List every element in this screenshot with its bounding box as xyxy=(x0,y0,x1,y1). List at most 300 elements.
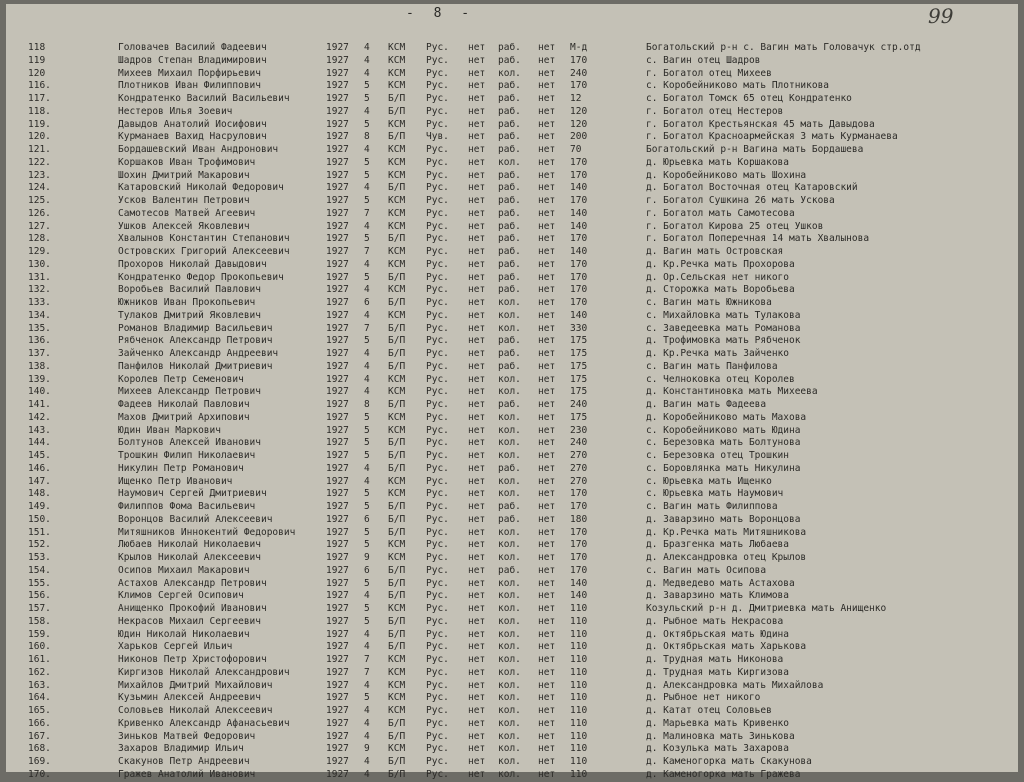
fitness-height: 170 xyxy=(570,552,588,563)
nationality: Рус. xyxy=(426,207,449,219)
nationality: Рус. xyxy=(426,462,449,474)
person-name: Шохин Дмитрий Макарович xyxy=(118,169,250,181)
residence-and-relatives: с. Челноковка отец Королев xyxy=(646,373,795,385)
residence-and-relatives: д. Александровка отец Крылов xyxy=(646,552,807,563)
defects: нет xyxy=(538,564,556,576)
table-row xyxy=(6,565,1018,578)
residence-and-relatives: д. Рыбное мать Некрасова xyxy=(646,615,784,627)
social-status: раб. xyxy=(498,271,521,283)
birth-year: 1927 xyxy=(326,552,349,563)
fitness-height: 140 xyxy=(570,207,588,219)
residence-and-relatives: с. Богатол Томск 65 отец Кондратенко xyxy=(646,93,852,104)
party-affiliation: Б/П xyxy=(388,756,406,767)
party-affiliation: КСМ xyxy=(388,475,406,487)
nationality: Рус. xyxy=(426,501,449,512)
social-status: раб. xyxy=(498,80,521,92)
nationality: Рус. xyxy=(426,54,449,66)
nationality: Рус. xyxy=(426,692,449,704)
social-status: раб. xyxy=(498,54,521,66)
fitness-height: 170 xyxy=(570,297,588,308)
defects: нет xyxy=(538,386,556,398)
defects: нет xyxy=(538,615,556,627)
defects: нет xyxy=(538,679,556,691)
defects: нет xyxy=(538,475,556,487)
row-number: 139. xyxy=(28,373,51,385)
nationality: Рус. xyxy=(426,335,449,347)
person-name: Шадров Степан Владимирович xyxy=(118,54,267,66)
party-affiliation: Б/П xyxy=(388,628,406,640)
party-affiliation: Б/П xyxy=(388,297,406,308)
fitness-height: 12 xyxy=(570,93,582,104)
party-affiliation: КСМ xyxy=(388,67,406,79)
social-status: раб. xyxy=(498,258,521,270)
table-row xyxy=(6,412,1018,425)
table-row xyxy=(6,106,1018,119)
birth-year: 1927 xyxy=(326,488,349,500)
defects: нет xyxy=(538,501,556,512)
table-row xyxy=(6,310,1018,323)
social-status: кол. xyxy=(498,373,521,385)
criminal-record: нет xyxy=(468,297,486,308)
residence-and-relatives: г. Богатол отец Михеев xyxy=(646,67,772,79)
nationality: Рус. xyxy=(426,628,449,640)
table-row xyxy=(6,514,1018,527)
birth-year: 1927 xyxy=(326,322,349,334)
criminal-record: нет xyxy=(468,144,486,155)
residence-and-relatives: Богатольский р-н Вагина мать Бордашева xyxy=(646,144,864,155)
defects: нет xyxy=(538,233,556,245)
table-row xyxy=(6,348,1018,361)
defects: нет xyxy=(538,399,556,410)
nationality: Рус. xyxy=(426,360,449,372)
criminal-record: нет xyxy=(468,182,486,194)
residence-and-relatives: д. Вагин мать Островская xyxy=(646,246,784,257)
party-affiliation: КСМ xyxy=(388,705,406,716)
residence-and-relatives: Богатольский р-н с. Вагин мать Головачук стр.отд xyxy=(646,42,921,53)
person-name: Фадеев Николай Павлович xyxy=(118,399,250,410)
table-row xyxy=(6,68,1018,81)
birth-year: 1927 xyxy=(326,169,349,181)
education-grade: 7 xyxy=(364,654,370,665)
fitness-height: 110 xyxy=(570,615,588,627)
criminal-record: нет xyxy=(468,590,486,602)
residence-and-relatives: г. Богатол Сушкина 26 мать Ускова xyxy=(646,195,835,206)
row-number: 135. xyxy=(28,322,51,334)
person-name: Митяшников Иннокентий Федорович xyxy=(118,526,296,538)
residence-and-relatives: д. Каменогорка мать Скакунова xyxy=(646,756,812,767)
criminal-record: нет xyxy=(468,348,486,359)
party-affiliation: Б/П xyxy=(388,450,406,461)
row-number: 136. xyxy=(28,335,51,347)
social-status: кол. xyxy=(498,526,521,538)
defects: нет xyxy=(538,54,556,66)
criminal-record: нет xyxy=(468,730,486,742)
fitness-height: 270 xyxy=(570,462,588,474)
criminal-record: нет xyxy=(468,335,486,347)
fitness-height: 170 xyxy=(570,169,588,181)
fitness-height: 140 xyxy=(570,246,588,257)
person-name: Кондратенко Василий Васильевич xyxy=(118,93,290,104)
birth-year: 1927 xyxy=(326,450,349,461)
education-grade: 5 xyxy=(364,615,370,627)
nationality: Рус. xyxy=(426,475,449,487)
education-grade: 4 xyxy=(364,462,370,474)
table-row xyxy=(6,590,1018,603)
person-name: Соловьев Николай Алексеевич xyxy=(118,705,273,716)
education-grade: 5 xyxy=(364,233,370,245)
table-row xyxy=(6,705,1018,718)
fitness-height: 110 xyxy=(570,717,588,729)
table-row xyxy=(6,552,1018,565)
birth-year: 1927 xyxy=(326,501,349,512)
social-status: кол. xyxy=(498,552,521,563)
residence-and-relatives: с. Березовка отец Трошкин xyxy=(646,450,789,461)
residence-and-relatives: д. Заварзино мать Воронцова xyxy=(646,513,801,525)
residence-and-relatives: д. Юрьевка мать Коршакова xyxy=(646,156,789,168)
residence-and-relatives: с. Вагин мать Южникова xyxy=(646,297,772,308)
education-grade: 5 xyxy=(364,424,370,436)
person-name: Нестеров Илья Зоевич xyxy=(118,105,233,117)
table-row xyxy=(6,284,1018,297)
criminal-record: нет xyxy=(468,80,486,92)
row-number: 142. xyxy=(28,411,51,423)
person-name: Михеев Михаил Порфирьевич xyxy=(118,67,261,79)
birth-year: 1927 xyxy=(326,144,349,155)
criminal-record: нет xyxy=(468,717,486,729)
social-status: кол. xyxy=(498,692,521,704)
defects: нет xyxy=(538,692,556,704)
residence-and-relatives: д. Заварзино мать Климова xyxy=(646,590,789,602)
birth-year: 1927 xyxy=(326,182,349,194)
person-name: Астахов Александр Петрович xyxy=(118,577,267,589)
person-name: Михайлов Дмитрий Михайлович xyxy=(118,679,273,691)
defects: нет xyxy=(538,705,556,716)
nationality: Рус. xyxy=(426,284,449,296)
education-grade: 4 xyxy=(364,705,370,716)
social-status: кол. xyxy=(498,450,521,461)
education-grade: 4 xyxy=(364,348,370,359)
criminal-record: нет xyxy=(468,552,486,563)
fitness-height: 170 xyxy=(570,488,588,500)
fitness-height: 180 xyxy=(570,513,588,525)
nationality: Рус. xyxy=(426,450,449,461)
social-status: раб. xyxy=(498,195,521,206)
party-affiliation: Б/П xyxy=(388,399,406,410)
person-name: Ушков Алексей Яковлевич xyxy=(118,220,250,232)
party-affiliation: Б/П xyxy=(388,501,406,512)
education-grade: 5 xyxy=(364,539,370,551)
fitness-height: 140 xyxy=(570,577,588,589)
residence-and-relatives: д. Медведево мать Астахова xyxy=(646,577,795,589)
criminal-record: нет xyxy=(468,246,486,257)
nationality: Рус. xyxy=(426,641,449,653)
nationality: Рус. xyxy=(426,42,449,53)
residence-and-relatives: с. Юрьевка мать Наумович xyxy=(646,488,784,500)
row-number: 118 xyxy=(28,42,46,53)
party-affiliation: Б/П xyxy=(388,322,406,334)
row-number: 118. xyxy=(28,105,51,117)
nationality: Рус. xyxy=(426,348,449,359)
criminal-record: нет xyxy=(468,284,486,296)
person-name: Никонов Петр Христофорович xyxy=(118,654,267,665)
table-row xyxy=(6,641,1018,654)
residence-and-relatives: г. Богатол Кирова 25 отец Ушков xyxy=(646,220,824,232)
nationality: Рус. xyxy=(426,590,449,602)
party-affiliation: КСМ xyxy=(388,411,406,423)
birth-year: 1927 xyxy=(326,564,349,576)
defects: нет xyxy=(538,411,556,423)
table-row xyxy=(6,476,1018,489)
fitness-height: 240 xyxy=(570,399,588,410)
birth-year: 1927 xyxy=(326,131,349,143)
fitness-height: 110 xyxy=(570,705,588,716)
fitness-height: 110 xyxy=(570,768,588,780)
social-status: раб. xyxy=(498,105,521,117)
person-name: Анищенко Прокофий Иванович xyxy=(118,603,267,614)
birth-year: 1927 xyxy=(326,399,349,410)
nationality: Рус. xyxy=(426,743,449,755)
person-name: Наумович Сергей Дмитриевич xyxy=(118,488,267,500)
party-affiliation: Б/П xyxy=(388,590,406,602)
social-status: кол. xyxy=(498,768,521,780)
education-grade: 5 xyxy=(364,603,370,614)
person-name: Юдин Николай Николаевич xyxy=(118,628,250,640)
defects: нет xyxy=(538,207,556,219)
row-number: 120. xyxy=(28,131,51,143)
archive-sheet-number: 99 xyxy=(928,4,954,28)
row-number: 119 xyxy=(28,54,46,66)
fitness-height: 140 xyxy=(570,590,588,602)
birth-year: 1927 xyxy=(326,539,349,551)
birth-year: 1927 xyxy=(326,666,349,678)
fitness-height: 170 xyxy=(570,526,588,538)
social-status: кол. xyxy=(498,156,521,168)
fitness-height: 170 xyxy=(570,501,588,512)
person-name: Рябченок Александр Петрович xyxy=(118,335,273,347)
party-affiliation: КСМ xyxy=(388,666,406,678)
table-row xyxy=(6,170,1018,183)
table-row xyxy=(6,756,1018,769)
table-row xyxy=(6,769,1018,782)
person-name: Южников Иван Прокопьевич xyxy=(118,297,256,308)
party-affiliation: КСМ xyxy=(388,54,406,66)
criminal-record: нет xyxy=(468,271,486,283)
party-affiliation: КСМ xyxy=(388,539,406,551)
person-name: Осипов Михаил Макарович xyxy=(118,564,250,576)
birth-year: 1927 xyxy=(326,590,349,602)
defects: нет xyxy=(538,756,556,767)
row-number: 164. xyxy=(28,692,51,704)
table-row xyxy=(6,93,1018,106)
criminal-record: нет xyxy=(468,233,486,245)
criminal-record: нет xyxy=(468,424,486,436)
residence-and-relatives: д. Малиновка мать Зинькова xyxy=(646,730,795,742)
social-status: раб. xyxy=(498,284,521,296)
education-grade: 4 xyxy=(364,258,370,270)
social-status: кол. xyxy=(498,743,521,755)
fitness-height: 170 xyxy=(570,564,588,576)
table-row xyxy=(6,399,1018,412)
residence-and-relatives: д. Рыбное нет никого xyxy=(646,692,761,704)
table-row xyxy=(6,144,1018,157)
residence-and-relatives: Козульский р-н д. Дмитриевка мать Анищенко xyxy=(646,603,887,614)
birth-year: 1927 xyxy=(326,603,349,614)
education-grade: 5 xyxy=(364,335,370,347)
social-status: кол. xyxy=(498,756,521,767)
residence-and-relatives: д. Кр.Речка мать Прохорова xyxy=(646,258,795,270)
fitness-height: 175 xyxy=(570,411,588,423)
party-affiliation: КСМ xyxy=(388,258,406,270)
row-number: 140. xyxy=(28,386,51,398)
fitness-height: 110 xyxy=(570,603,588,614)
nationality: Рус. xyxy=(426,730,449,742)
party-affiliation: КСМ xyxy=(388,156,406,168)
criminal-record: нет xyxy=(468,258,486,270)
criminal-record: нет xyxy=(468,169,486,181)
row-number: 122. xyxy=(28,156,51,168)
row-number: 128. xyxy=(28,233,51,245)
person-name: Бордашевский Иван Андронович xyxy=(118,144,279,155)
fitness-height: 110 xyxy=(570,654,588,665)
education-grade: 9 xyxy=(364,743,370,755)
birth-year: 1927 xyxy=(326,577,349,589)
education-grade: 4 xyxy=(364,386,370,398)
person-name: Трошкин Филип Николаевич xyxy=(118,450,256,461)
person-name: Хвалынов Константин Степанович xyxy=(118,233,290,245)
party-affiliation: Б/П xyxy=(388,360,406,372)
fitness-height: 110 xyxy=(570,692,588,704)
criminal-record: нет xyxy=(468,488,486,500)
defects: нет xyxy=(538,67,556,79)
birth-year: 1927 xyxy=(326,67,349,79)
party-affiliation: КСМ xyxy=(388,169,406,181)
table-row xyxy=(6,119,1018,132)
education-grade: 4 xyxy=(364,360,370,372)
fitness-height: 110 xyxy=(570,756,588,767)
table-row xyxy=(6,386,1018,399)
defects: нет xyxy=(538,144,556,155)
education-grade: 4 xyxy=(364,641,370,653)
residence-and-relatives: с. Вагин мать Панфилова xyxy=(646,360,778,372)
defects: нет xyxy=(538,80,556,92)
party-affiliation: Б/П xyxy=(388,348,406,359)
residence-and-relatives: с. Вагин мать Филиппова xyxy=(646,501,778,512)
row-number: 157. xyxy=(28,603,51,614)
social-status: раб. xyxy=(498,564,521,576)
fitness-height: 240 xyxy=(570,67,588,79)
table-row xyxy=(6,246,1018,259)
party-affiliation: КСМ xyxy=(388,309,406,321)
social-status: кол. xyxy=(498,730,521,742)
criminal-record: нет xyxy=(468,666,486,678)
table-row xyxy=(6,731,1018,744)
criminal-record: нет xyxy=(468,615,486,627)
criminal-record: нет xyxy=(468,705,486,716)
person-name: Крылов Николай Алексеевич xyxy=(118,552,261,563)
defects: нет xyxy=(538,539,556,551)
residence-and-relatives: г. Богатол отец Нестеров xyxy=(646,105,784,117)
education-grade: 4 xyxy=(364,42,370,53)
nationality: Рус. xyxy=(426,105,449,117)
nationality: Рус. xyxy=(426,577,449,589)
residence-and-relatives: с. Березовка мать Болтунова xyxy=(646,437,801,449)
defects: нет xyxy=(538,552,556,563)
social-status: раб. xyxy=(498,42,521,53)
person-name: Тулаков Дмитрий Яковлевич xyxy=(118,309,261,321)
nationality: Рус. xyxy=(426,182,449,194)
table-row xyxy=(6,743,1018,756)
education-grade: 7 xyxy=(364,666,370,678)
birth-year: 1927 xyxy=(326,284,349,296)
row-number: 166. xyxy=(28,717,51,729)
defects: нет xyxy=(538,271,556,283)
person-name: Киргизов Николай Александрович xyxy=(118,666,290,678)
defects: нет xyxy=(538,462,556,474)
education-grade: 5 xyxy=(364,526,370,538)
defects: нет xyxy=(538,488,556,500)
person-name: Давыдов Анатолий Иосифович xyxy=(118,118,267,130)
criminal-record: нет xyxy=(468,654,486,665)
social-status: кол. xyxy=(498,437,521,449)
row-number: 133. xyxy=(28,297,51,308)
criminal-record: нет xyxy=(468,399,486,410)
nationality: Рус. xyxy=(426,246,449,257)
row-number: 152. xyxy=(28,539,51,551)
row-number: 158. xyxy=(28,615,51,627)
table-row xyxy=(6,578,1018,591)
social-status: раб. xyxy=(498,360,521,372)
criminal-record: нет xyxy=(468,679,486,691)
residence-and-relatives: д. Александровка мать Михайлова xyxy=(646,679,824,691)
birth-year: 1927 xyxy=(326,730,349,742)
birth-year: 1927 xyxy=(326,424,349,436)
table-row xyxy=(6,208,1018,221)
defects: нет xyxy=(538,348,556,359)
social-status: кол. xyxy=(498,411,521,423)
table-row xyxy=(6,157,1018,170)
nationality: Рус. xyxy=(426,373,449,385)
row-number: 151. xyxy=(28,526,51,538)
nationality: Рус. xyxy=(426,603,449,614)
education-grade: 5 xyxy=(364,118,370,130)
education-grade: 5 xyxy=(364,450,370,461)
nationality: Рус. xyxy=(426,437,449,449)
nationality: Рус. xyxy=(426,615,449,627)
row-number: 137. xyxy=(28,348,51,359)
criminal-record: нет xyxy=(468,628,486,640)
nationality: Рус. xyxy=(426,386,449,398)
criminal-record: нет xyxy=(468,564,486,576)
criminal-record: нет xyxy=(468,156,486,168)
party-affiliation: КСМ xyxy=(388,373,406,385)
education-grade: 4 xyxy=(364,105,370,117)
birth-year: 1927 xyxy=(326,93,349,104)
birth-year: 1927 xyxy=(326,220,349,232)
defects: нет xyxy=(538,258,556,270)
person-name: Воробьев Василий Павлович xyxy=(118,284,261,296)
criminal-record: нет xyxy=(468,67,486,79)
nationality: Чув. xyxy=(426,131,449,143)
table-row xyxy=(6,42,1018,55)
row-number: 153. xyxy=(28,552,51,563)
register-table xyxy=(6,42,1018,782)
birth-year: 1927 xyxy=(326,526,349,538)
defects: нет xyxy=(538,437,556,449)
table-row xyxy=(6,539,1018,552)
person-name: Самотесов Матвей Агеевич xyxy=(118,207,256,219)
education-grade: 7 xyxy=(364,207,370,219)
criminal-record: нет xyxy=(468,131,486,143)
